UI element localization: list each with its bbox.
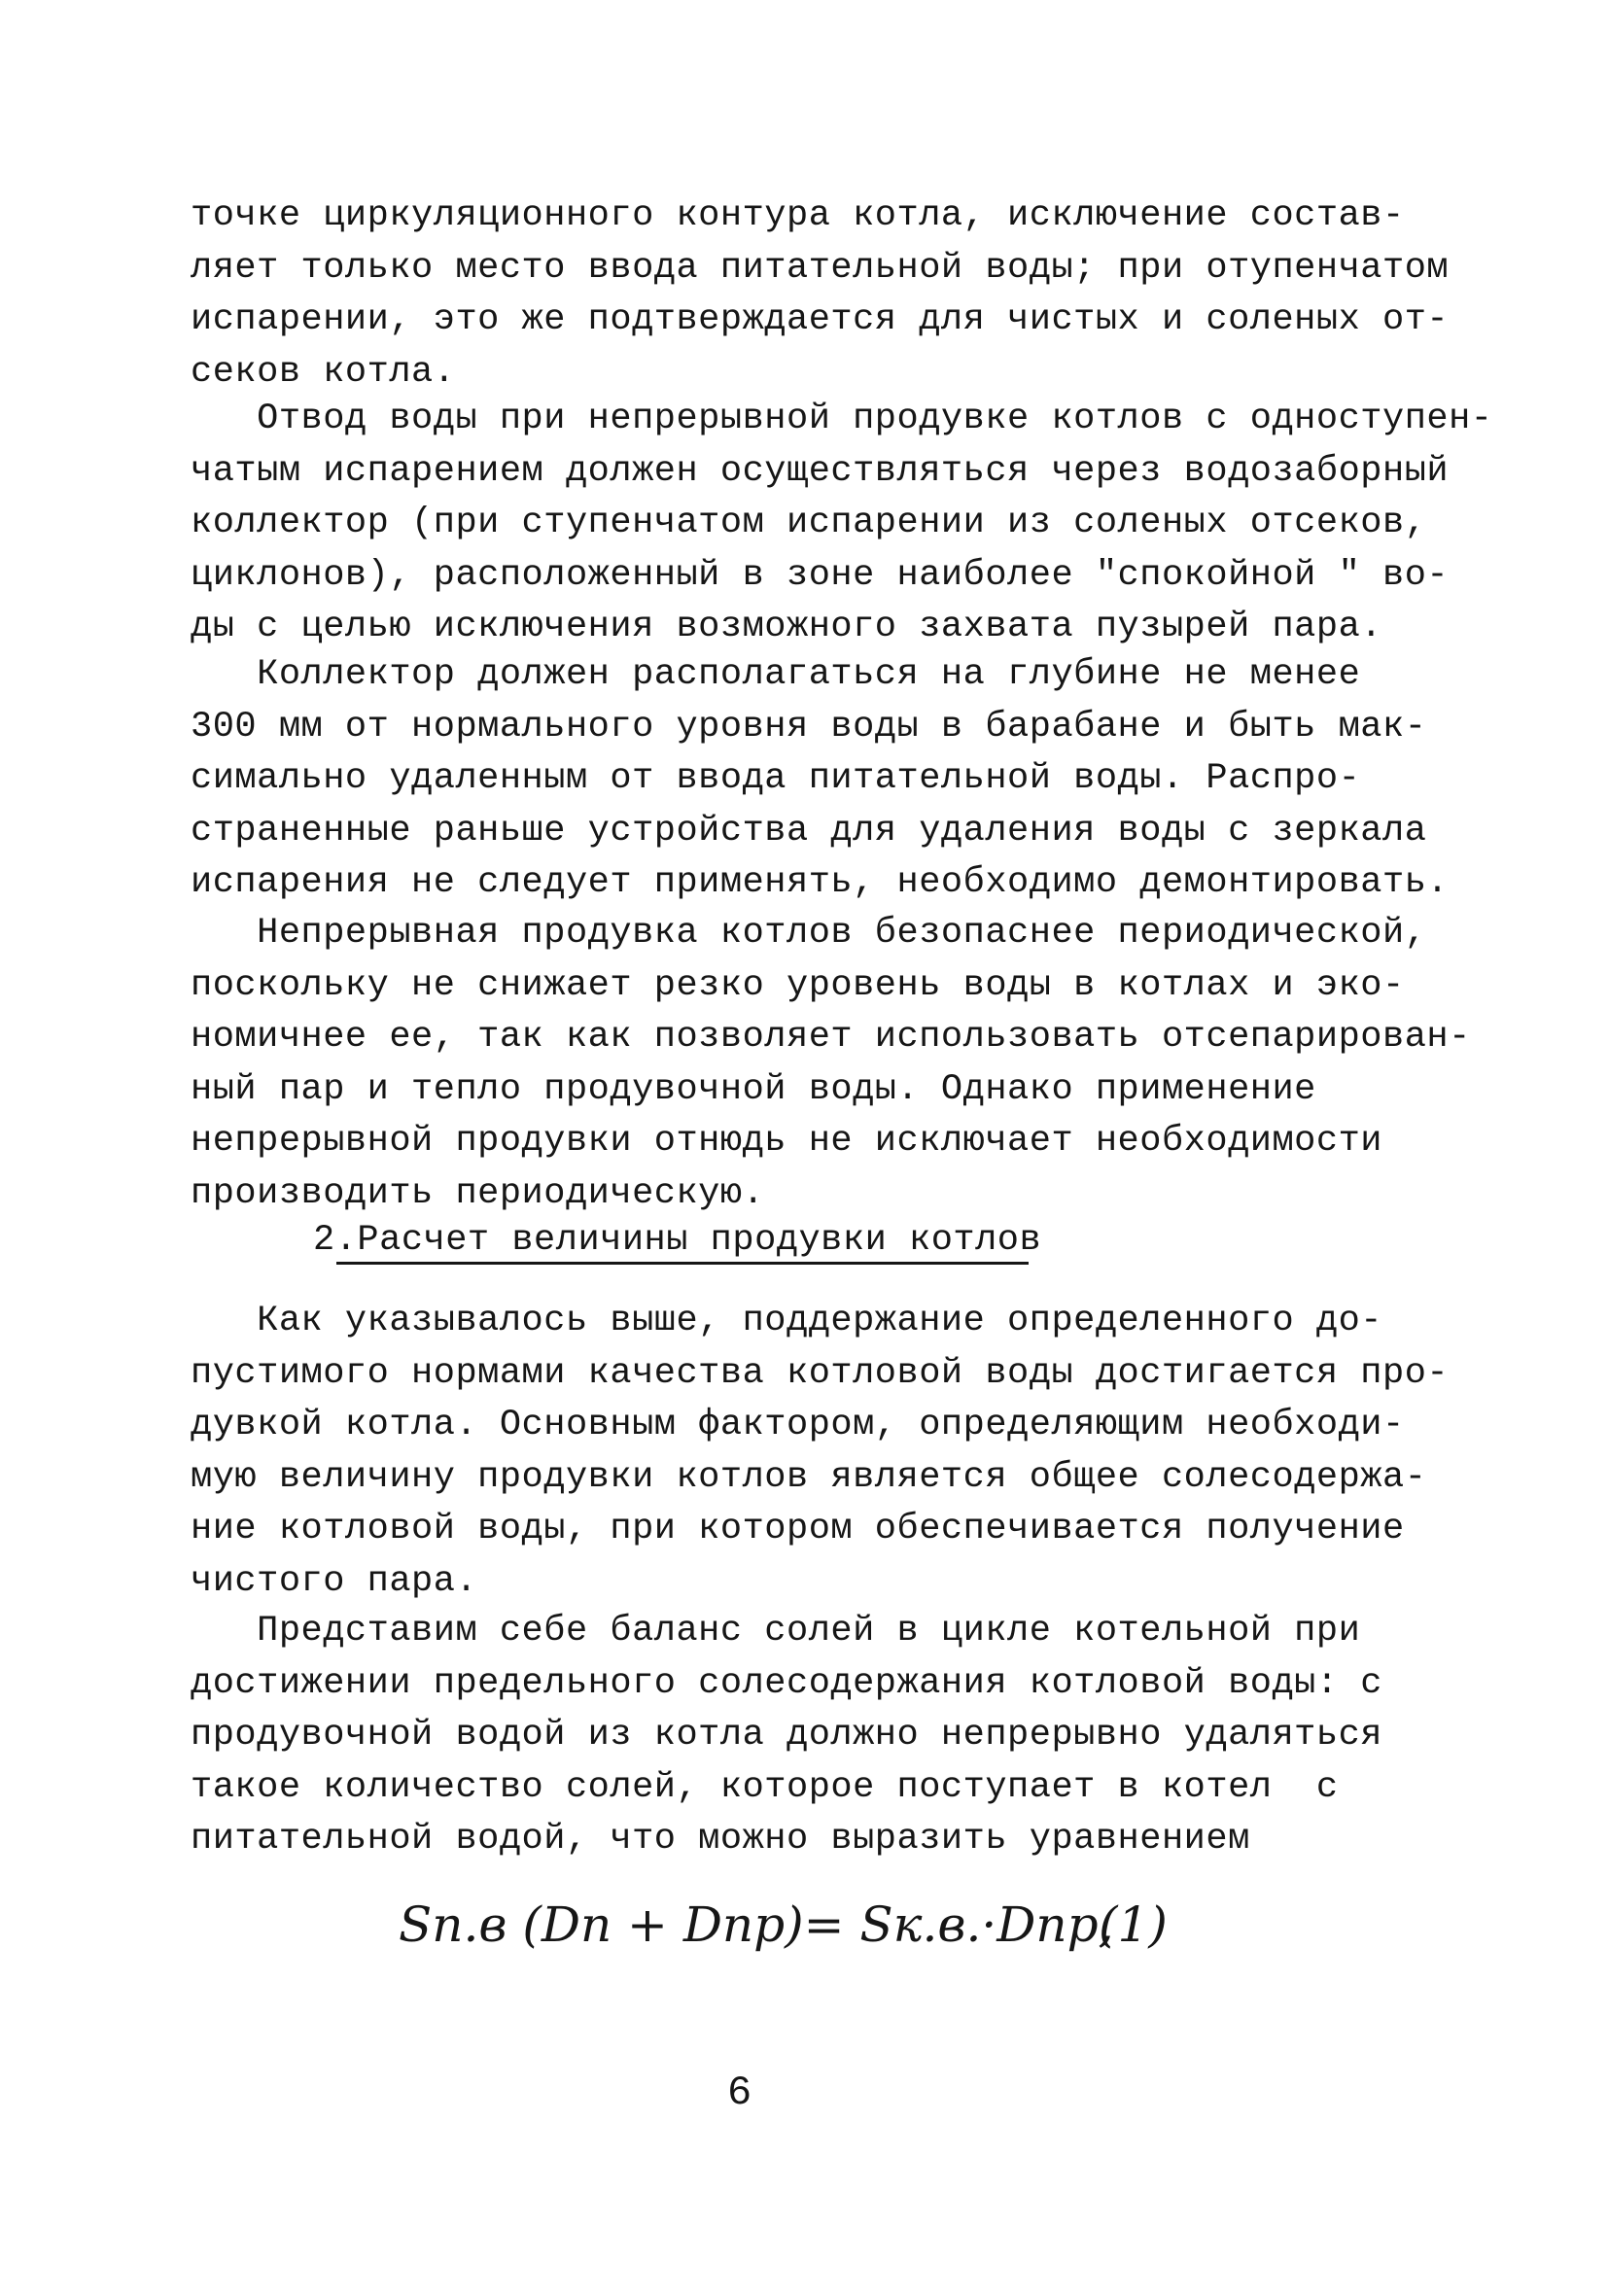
text-line: ный пар и тепло продувочной воды. Однако применение bbox=[191, 1068, 1316, 1110]
text-line: продувочной водой из котла должно непрерывно удаляться bbox=[191, 1715, 1382, 1756]
equation-number: (1) bbox=[1099, 1896, 1168, 1953]
text-line: ды с целью исключения возможного захвата пузырей пара. bbox=[191, 607, 1382, 647]
paragraph-1 bbox=[191, 191, 1450, 399]
text-line: Как указывалось выше, поддержание определенного до- bbox=[191, 1301, 1382, 1341]
text-line: Отвод воды при непрерывной продувке котлов с одноступен- bbox=[191, 399, 1493, 439]
text-line: ние котловой воды, при котором обеспечивается получение bbox=[191, 1509, 1405, 1549]
text-line: точке циркуляционного контура котла, исключение состав- bbox=[191, 195, 1405, 236]
text-line: страненные раньше устройства для удаления воды с зеркала bbox=[191, 810, 1427, 852]
paragraph-3 bbox=[191, 649, 1450, 910]
text-line: питательной водой, что можно выразить уравнением bbox=[191, 1819, 1250, 1860]
text-line: достижении предельного солесодержания котловой воды: с bbox=[191, 1662, 1382, 1704]
paragraph-2 bbox=[191, 394, 1493, 654]
text-line: циклонов), расположенный в зоне наиболее "спокойной " во- bbox=[191, 554, 1450, 596]
text-line: Коллектор должен располагаться на глубине не менее bbox=[191, 654, 1361, 695]
text-line: дувкой котла. Основным фактором, определяющим необходи- bbox=[191, 1405, 1405, 1445]
text-line: такое количество солей, которое поступает в котел с bbox=[191, 1766, 1339, 1808]
text-line: мую величину продувки котлов является общее солесодержа- bbox=[191, 1456, 1427, 1498]
page-number: 6 bbox=[727, 2070, 752, 2116]
section-heading: 2.Расчет величины продувки котлов bbox=[313, 1220, 1042, 1261]
text-line: Непрерывная продувка котлов безопаснее периодической, bbox=[191, 913, 1427, 954]
text-line: испарении, это же подтверждается для чистых и соленых от- bbox=[191, 299, 1450, 340]
text-line: коллектор (при ступенчатом испарении из соленых отсеков, bbox=[191, 503, 1427, 543]
heading-underline bbox=[336, 1262, 1029, 1265]
text-line: поскольку не снижает резко уровень воды в котлах и эко- bbox=[191, 964, 1405, 1006]
text-line: 300 мм от нормального уровня воды в барабане и быть мак- bbox=[191, 706, 1427, 748]
paragraph-5 bbox=[191, 1296, 1450, 1608]
text-line: Представим себе баланс солей в цикле котельной при bbox=[191, 1611, 1361, 1652]
equation: Sп.в (Dп + Dпр)= Sк.в.·Dпр, bbox=[399, 1896, 1114, 1953]
text-line: чатым испарением должен осуществляться через водозаборный bbox=[191, 450, 1450, 492]
text-line: непрерывной продувки отнюдь не исключает необходимости bbox=[191, 1121, 1382, 1162]
text-line: чистого пара. bbox=[191, 1560, 478, 1602]
text-line: номичнее ее, так как позволяет использовать отсепарирован- bbox=[191, 1017, 1471, 1058]
text-line: производить периодическую. bbox=[191, 1172, 765, 1214]
paragraph-6 bbox=[191, 1606, 1445, 1866]
paragraph-4 bbox=[191, 908, 1471, 1220]
text-line: симально удаленным от ввода питательной воды. Распро- bbox=[191, 758, 1361, 799]
text-line: испарения не следует применять, необходимо демонтировать. bbox=[191, 862, 1450, 903]
text-line: секов котла. bbox=[191, 351, 456, 393]
text-line: ляет только место ввода питательной воды; при отупенчатом bbox=[191, 247, 1450, 289]
text-line: пустимого нормами качества котловой воды достигается про- bbox=[191, 1352, 1450, 1394]
